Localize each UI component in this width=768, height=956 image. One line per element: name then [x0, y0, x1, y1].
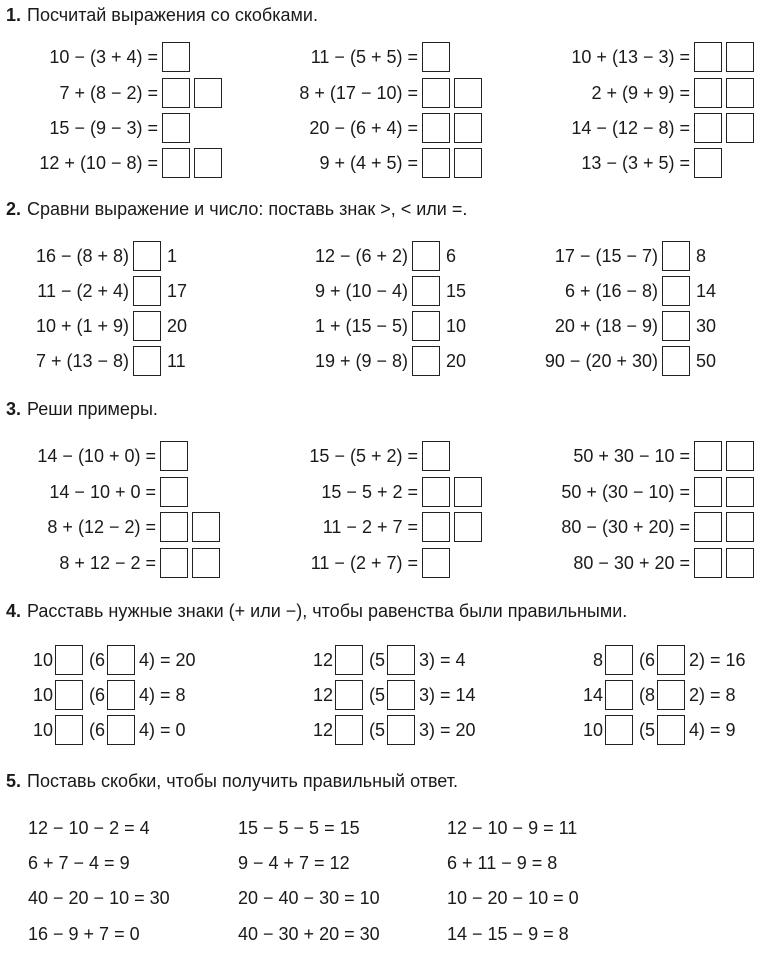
- answer-box[interactable]: [726, 548, 754, 578]
- expression: 2 + (9 + 9) =: [591, 83, 690, 103]
- exercise-item: [571, 111, 754, 145]
- second-number: (5: [369, 685, 386, 705]
- expression: 15 − (5 + 2) =: [309, 446, 418, 466]
- answer-box[interactable]: [422, 113, 450, 143]
- compare-number: 6: [446, 246, 457, 266]
- sign-box[interactable]: [335, 680, 363, 710]
- compare-number: 8: [696, 246, 707, 266]
- task-number: 2.: [6, 199, 22, 219]
- expression: 11 − 2 + 7 =: [322, 517, 418, 537]
- first-number: 12: [312, 685, 333, 705]
- exercise-row: [238, 881, 380, 915]
- exercise-row: [49, 40, 190, 74]
- exercise-row: [238, 917, 380, 951]
- task-title: Сравни выражение и число: поставь знак >, < или =.: [27, 199, 468, 219]
- sign-box[interactable]: [335, 645, 363, 675]
- task-number: 5.: [6, 771, 22, 791]
- expression: 10 + (1 + 9): [35, 316, 129, 336]
- sign-box[interactable]: [107, 680, 135, 710]
- equation-tail: 3) = 20: [419, 720, 476, 740]
- answer-boxes: [422, 512, 482, 542]
- bracket-equation: 40 − 20 − 10 = 30: [28, 888, 170, 908]
- exercise-row: [49, 475, 188, 509]
- equation-tail: 3) = 4: [419, 650, 466, 670]
- sign-box[interactable]: [107, 645, 135, 675]
- first-number: 12: [312, 650, 333, 670]
- bracket-equation: 14 − 15 − 9 = 8: [447, 924, 569, 944]
- second-number: (8: [639, 685, 656, 705]
- exercise-item: [49, 111, 190, 145]
- expression: 8 + (12 − 2) =: [47, 517, 156, 537]
- answer-box[interactable]: [694, 548, 722, 578]
- exercise-item: [49, 475, 188, 509]
- answer-boxes: [422, 477, 482, 507]
- equation-tail: 4) = 0: [139, 720, 186, 740]
- expression: 7 + (13 − 8): [35, 351, 129, 371]
- compare-number: 1: [167, 246, 178, 266]
- exercise-row: [311, 546, 450, 580]
- exercise-row: [28, 881, 170, 915]
- exercise-row: [319, 146, 482, 180]
- bracket-equation: 12 − 10 − 9 = 11: [447, 818, 578, 838]
- answer-box[interactable]: [422, 548, 450, 578]
- exercise-row: [447, 846, 557, 880]
- compare-sign-box[interactable]: [412, 276, 440, 306]
- task-title: Реши примеры.: [27, 399, 158, 419]
- exercise-row: [49, 111, 190, 145]
- answer-box[interactable]: [192, 512, 220, 542]
- exercise-row: [33, 713, 186, 747]
- bracket-equation: 6 + 7 − 4 = 9: [28, 853, 130, 873]
- expression: 19 + (9 − 8): [314, 351, 408, 371]
- exercise-row: [555, 309, 716, 343]
- exercise-item: [561, 475, 754, 509]
- sign-box[interactable]: [387, 680, 415, 710]
- answer-boxes: [694, 512, 754, 542]
- answer-boxes: [422, 441, 450, 471]
- expression: 20 − (6 + 4) =: [309, 118, 418, 138]
- compare-number: 20: [167, 316, 188, 336]
- compare-sign-box[interactable]: [133, 276, 161, 306]
- exercise-item: [323, 510, 482, 544]
- first-number: 10: [32, 685, 53, 705]
- sign-box[interactable]: [107, 715, 135, 745]
- answer-box[interactable]: [422, 148, 450, 178]
- first-number: 10: [32, 720, 53, 740]
- exercise-item: [309, 439, 450, 473]
- exercise-row: [313, 643, 466, 677]
- exercise-row: [321, 475, 482, 509]
- first-number: 12: [312, 720, 333, 740]
- answer-box[interactable]: [694, 113, 722, 143]
- exercise-row: [36, 309, 187, 343]
- sign-box[interactable]: [55, 680, 83, 710]
- exercise-item: [299, 76, 482, 110]
- exercise-item: [571, 40, 754, 74]
- expression: 90 − (20 + 30): [544, 351, 658, 371]
- compare-number: 20: [446, 351, 467, 371]
- answer-box[interactable]: [454, 113, 482, 143]
- sign-box[interactable]: [605, 715, 633, 745]
- exercise-row: [28, 811, 150, 845]
- answer-box[interactable]: [454, 477, 482, 507]
- compare-sign-box[interactable]: [412, 311, 440, 341]
- exercise-item: [37, 439, 188, 473]
- exercise-item: [319, 146, 482, 180]
- sign-box[interactable]: [335, 715, 363, 745]
- compare-sign-box[interactable]: [133, 241, 161, 271]
- bracket-equation: 6 + 11 − 9 = 8: [447, 853, 558, 873]
- exercise-row: [447, 917, 569, 951]
- answer-box[interactable]: [192, 548, 220, 578]
- exercise-row: [309, 111, 482, 145]
- answer-box[interactable]: [162, 113, 190, 143]
- answer-boxes: [160, 441, 188, 471]
- answer-box[interactable]: [194, 78, 222, 108]
- answer-box[interactable]: [162, 42, 190, 72]
- expression: 17 − (15 − 7): [554, 246, 658, 266]
- compare-sign-box[interactable]: [133, 311, 161, 341]
- answer-boxes: [162, 113, 190, 143]
- second-number: (6: [89, 685, 106, 705]
- exercise-row: [36, 344, 186, 378]
- exercise-row: [313, 678, 476, 712]
- exercise-row: [238, 811, 360, 845]
- expression: 1 + (15 − 5): [314, 316, 408, 336]
- answer-boxes: [162, 42, 190, 72]
- answer-box[interactable]: [422, 441, 450, 471]
- answer-boxes: [694, 78, 754, 108]
- expression: 11 − (5 + 5) =: [310, 47, 418, 67]
- compare-number: 15: [446, 281, 467, 301]
- compare-number: 10: [446, 316, 467, 336]
- expression: 6 + (16 − 8): [564, 281, 658, 301]
- task-heading: [6, 770, 458, 792]
- second-number: (5: [369, 720, 386, 740]
- compare-sign-box[interactable]: [412, 241, 440, 271]
- expression: 10 − (3 + 4) =: [49, 47, 158, 67]
- second-number: (5: [639, 720, 656, 740]
- bracket-equation: 16 − 9 + 7 = 0: [28, 924, 140, 944]
- bracket-equation: 20 − 40 − 30 = 10: [238, 888, 380, 908]
- answer-boxes: [694, 42, 754, 72]
- exercise-item: [59, 76, 222, 110]
- expression: 9 + (10 − 4): [314, 281, 408, 301]
- exercise-item: [573, 546, 754, 580]
- exercise-item: [321, 475, 482, 509]
- first-number: 14: [582, 685, 603, 705]
- sign-box[interactable]: [55, 645, 83, 675]
- expression: 11 − (2 + 4): [37, 281, 129, 301]
- answer-box[interactable]: [694, 512, 722, 542]
- exercise-row: [28, 917, 140, 951]
- answer-box[interactable]: [162, 148, 190, 178]
- exercise-row: [583, 713, 736, 747]
- exercise-row: [581, 146, 722, 180]
- expression: 50 + 30 − 10 =: [573, 446, 690, 466]
- bracket-equation: 40 − 30 + 20 = 30: [238, 924, 380, 944]
- exercise-row: [323, 510, 482, 544]
- bracket-equation: 10 − 20 − 10 = 0: [447, 888, 579, 908]
- equation-tail: 3) = 14: [419, 685, 476, 705]
- sign-box[interactable]: [387, 715, 415, 745]
- exercise-row: [561, 475, 754, 509]
- expression: 8 + (17 − 10) =: [299, 83, 418, 103]
- equation-tail: 2) = 16: [689, 650, 746, 670]
- exercise-row: [33, 678, 186, 712]
- answer-box[interactable]: [454, 512, 482, 542]
- answer-boxes: [422, 148, 482, 178]
- answer-boxes: [694, 148, 722, 178]
- exercise-item: [581, 146, 722, 180]
- answer-box[interactable]: [726, 78, 754, 108]
- expression: 20 + (18 − 9): [554, 316, 658, 336]
- answer-box[interactable]: [454, 78, 482, 108]
- exercise-row: [59, 76, 222, 110]
- equation-tail: 2) = 8: [689, 685, 736, 705]
- equation-tail: 4) = 9: [689, 720, 736, 740]
- second-number: (6: [89, 650, 106, 670]
- compare-sign-box[interactable]: [133, 346, 161, 376]
- answer-boxes: [160, 477, 188, 507]
- exercise-row: [315, 309, 466, 343]
- compare-sign-box[interactable]: [662, 276, 690, 306]
- answer-box[interactable]: [726, 441, 754, 471]
- exercise-item: [309, 111, 482, 145]
- answer-boxes: [694, 548, 754, 578]
- compare-number: 30: [696, 316, 717, 336]
- expression: 14 − (12 − 8) =: [571, 118, 690, 138]
- equation-tail: 4) = 20: [139, 650, 196, 670]
- answer-box[interactable]: [422, 42, 450, 72]
- bracket-equation: 9 − 4 + 7 = 12: [238, 853, 350, 873]
- sign-box[interactable]: [387, 645, 415, 675]
- exercise-row: [571, 40, 754, 74]
- expression: 80 − 30 + 20 =: [573, 553, 690, 573]
- answer-boxes: [422, 113, 482, 143]
- answer-box[interactable]: [694, 441, 722, 471]
- answer-boxes: [694, 477, 754, 507]
- exercise-row: [315, 239, 456, 273]
- expression: 14 − (10 + 0) =: [37, 446, 156, 466]
- sign-box[interactable]: [657, 715, 685, 745]
- task-title: Расставь нужные знаки (+ или −), чтобы равенства были правильными.: [27, 601, 628, 621]
- first-number: 10: [32, 650, 53, 670]
- sign-box[interactable]: [55, 715, 83, 745]
- exercise-row: [315, 274, 466, 308]
- answer-box[interactable]: [694, 477, 722, 507]
- answer-box[interactable]: [726, 477, 754, 507]
- sign-box[interactable]: [657, 645, 685, 675]
- answer-box[interactable]: [726, 512, 754, 542]
- answer-boxes: [162, 148, 222, 178]
- task-heading: [6, 198, 467, 220]
- answer-box[interactable]: [160, 512, 188, 542]
- first-number: 8: [592, 650, 603, 670]
- exercise-row: [47, 510, 220, 544]
- answer-boxes: [422, 548, 450, 578]
- compare-number: 50: [696, 351, 717, 371]
- exercise-row: [313, 713, 476, 747]
- expression: 80 − (30 + 20) =: [561, 517, 690, 537]
- exercise-item: [59, 546, 220, 580]
- answer-box[interactable]: [694, 148, 722, 178]
- first-number: 10: [582, 720, 603, 740]
- exercise-row: [561, 510, 754, 544]
- exercise-item: [311, 40, 450, 74]
- sign-box[interactable]: [605, 645, 633, 675]
- expression: 15 − 5 + 2 =: [321, 482, 418, 502]
- exercise-row: [573, 546, 754, 580]
- exercise-row: [299, 76, 482, 110]
- expression: 12 + (10 − 8) =: [39, 153, 158, 173]
- exercise-item: [591, 76, 754, 110]
- compare-sign-box[interactable]: [662, 346, 690, 376]
- exercise-row: [565, 274, 716, 308]
- expression: 10 + (13 − 3) =: [571, 47, 690, 67]
- answer-boxes: [694, 441, 754, 471]
- answer-box[interactable]: [160, 477, 188, 507]
- task-number: 3.: [6, 399, 22, 419]
- exercise-row: [39, 146, 222, 180]
- expression: 12 − (6 + 2): [314, 246, 408, 266]
- task-heading: [6, 4, 318, 26]
- answer-box[interactable]: [422, 477, 450, 507]
- task-heading: [6, 600, 627, 622]
- expression: 8 + 12 − 2 =: [59, 553, 156, 573]
- exercise-row: [447, 811, 577, 845]
- task-title: Посчитай выражения со скобками.: [27, 5, 318, 25]
- expression: 14 − 10 + 0 =: [49, 482, 156, 502]
- answer-boxes: [160, 548, 220, 578]
- exercise-row: [309, 439, 450, 473]
- answer-boxes: [162, 78, 222, 108]
- second-number: (6: [639, 650, 656, 670]
- compare-number: 11: [167, 351, 186, 371]
- exercise-row: [37, 274, 187, 308]
- compare-sign-box[interactable]: [662, 241, 690, 271]
- second-number: (5: [369, 650, 386, 670]
- answer-box[interactable]: [726, 113, 754, 143]
- equation-tail: 4) = 8: [139, 685, 186, 705]
- answer-box[interactable]: [422, 512, 450, 542]
- expression: 13 − (3 + 5) =: [581, 153, 690, 173]
- compare-number: 17: [167, 281, 188, 301]
- task-heading: [6, 398, 158, 420]
- compare-sign-box[interactable]: [662, 311, 690, 341]
- exercise-row: [447, 881, 579, 915]
- expression: 50 + (30 − 10) =: [561, 482, 690, 502]
- compare-number: 14: [696, 281, 717, 301]
- answer-box[interactable]: [160, 548, 188, 578]
- task-number: 1.: [6, 5, 22, 25]
- exercise-row: [311, 40, 450, 74]
- exercise-item: [311, 546, 450, 580]
- exercise-item: [47, 510, 220, 544]
- answer-box[interactable]: [194, 148, 222, 178]
- answer-boxes: [422, 42, 450, 72]
- answer-box[interactable]: [162, 78, 190, 108]
- bracket-equation: 15 − 5 − 5 = 15: [238, 818, 360, 838]
- exercise-item: [49, 40, 190, 74]
- answer-box[interactable]: [454, 148, 482, 178]
- bracket-equation: 12 − 10 − 2 = 4: [28, 818, 150, 838]
- expression: 9 + (4 + 5) =: [319, 153, 418, 173]
- task-number: 4.: [6, 601, 22, 621]
- exercise-item: [39, 146, 222, 180]
- exercise-row: [238, 846, 350, 880]
- expression: 16 − (8 + 8): [35, 246, 129, 266]
- exercise-row: [555, 239, 706, 273]
- exercise-row: [583, 678, 736, 712]
- expression: 11 − (2 + 7) =: [310, 553, 418, 573]
- exercise-row: [545, 344, 716, 378]
- answer-box[interactable]: [160, 441, 188, 471]
- answer-boxes: [160, 512, 220, 542]
- exercise-row: [571, 111, 754, 145]
- answer-boxes: [422, 78, 482, 108]
- exercise-row: [33, 643, 196, 677]
- sign-box[interactable]: [657, 680, 685, 710]
- task-title: Поставь скобки, чтобы получить правильный ответ.: [27, 771, 458, 791]
- exercise-item: [561, 510, 754, 544]
- exercise-row: [59, 546, 220, 580]
- exercise-row: [36, 239, 177, 273]
- answer-box[interactable]: [694, 42, 722, 72]
- exercise-row: [28, 846, 130, 880]
- sign-box[interactable]: [605, 680, 633, 710]
- second-number: (6: [89, 720, 106, 740]
- answer-box[interactable]: [694, 78, 722, 108]
- exercise-row: [593, 643, 746, 677]
- answer-box[interactable]: [422, 78, 450, 108]
- compare-sign-box[interactable]: [412, 346, 440, 376]
- exercise-row: [573, 439, 754, 473]
- answer-boxes: [694, 113, 754, 143]
- exercise-row: [315, 344, 466, 378]
- answer-box[interactable]: [726, 42, 754, 72]
- expression: 7 + (8 − 2) =: [59, 83, 158, 103]
- expression: 15 − (9 − 3) =: [49, 118, 158, 138]
- exercise-row: [37, 439, 188, 473]
- exercise-row: [591, 76, 754, 110]
- exercise-item: [573, 439, 754, 473]
